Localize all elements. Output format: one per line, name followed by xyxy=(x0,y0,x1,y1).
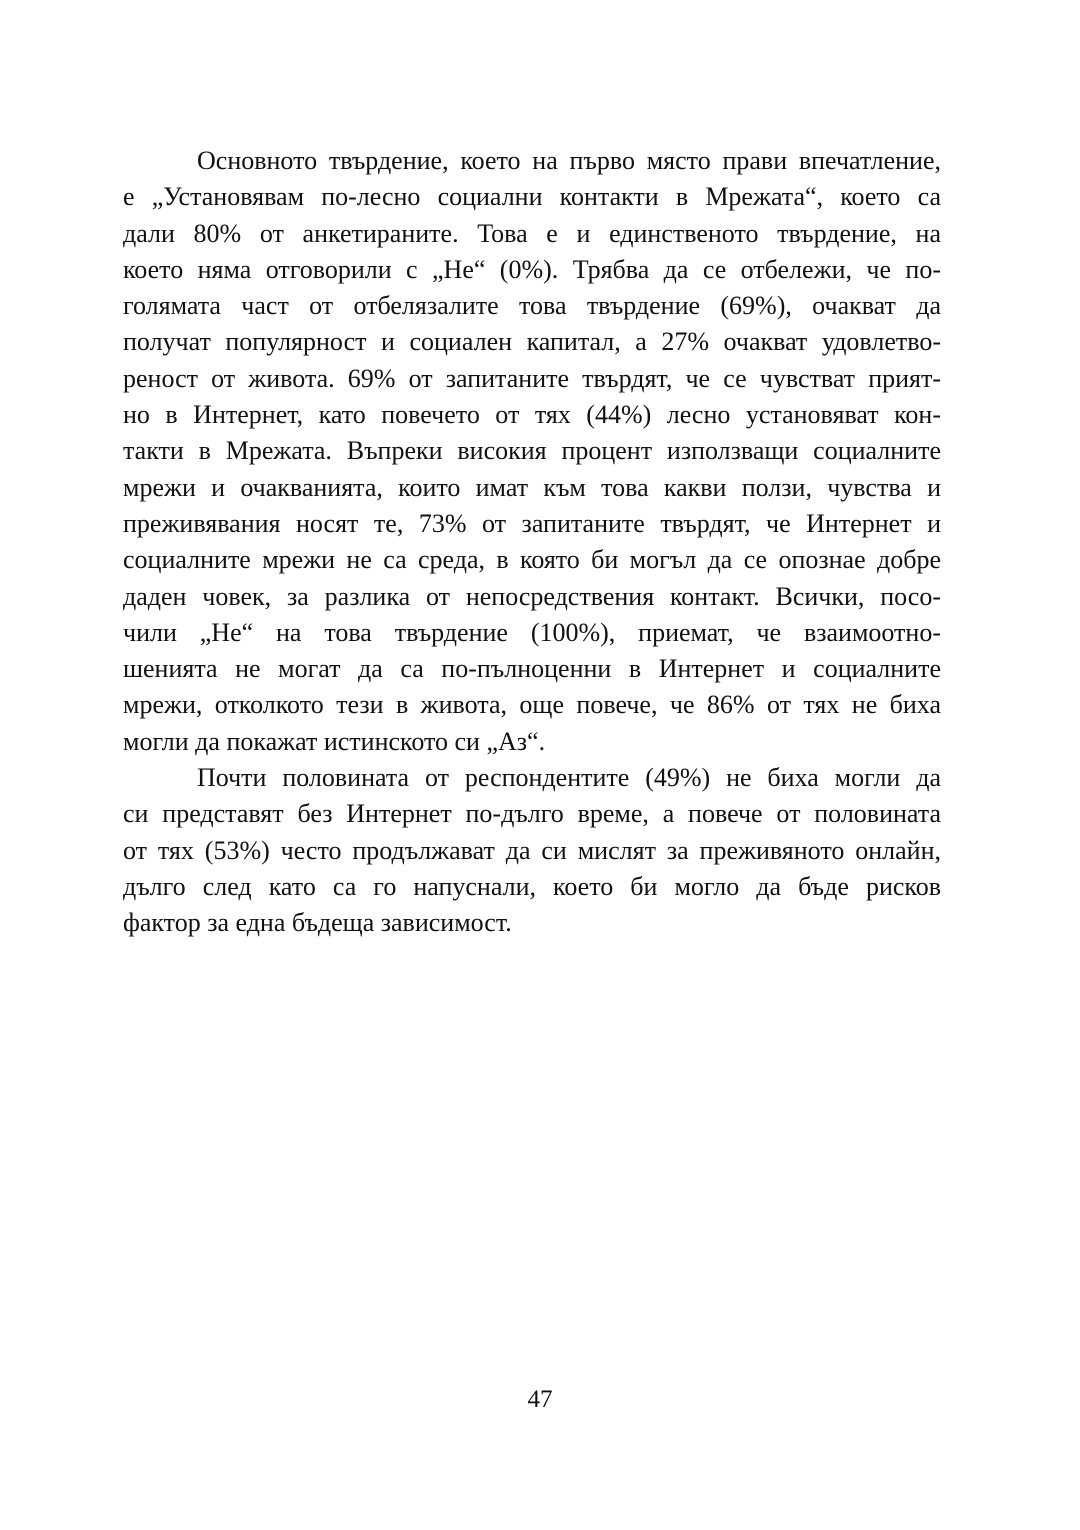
text-line: шенията не могат да са по-пълноценни в Интернет и социалните xyxy=(123,654,941,684)
text-line: преживявания носят те, 73% от запитаните твърдят, че Интернет и xyxy=(123,508,941,538)
body-text xyxy=(123,143,941,942)
paragraph-1 xyxy=(123,143,941,760)
text-line: дали 80% от анкетираните. Това е и единственото твърдение, на xyxy=(123,218,941,248)
text-line: което няма отговорили с „Не“ (0%). Трябва да се отбележи, че по- xyxy=(123,254,941,284)
text-line: голямата част от отбелязалите това твърдение (69%), очакват да xyxy=(123,291,941,321)
text-line: Почти половината от респондентите (49%) не биха могли да xyxy=(197,763,941,793)
text-line: си представят без Интернет по-дълго време, а повече от половината xyxy=(123,799,941,829)
text-line: Основното твърдение, което на първо място прави впечатление, xyxy=(197,146,941,175)
page-number: 47 xyxy=(527,1386,553,1413)
paragraph-2 xyxy=(123,760,941,941)
text-line: такти в Мрежата. Въпреки високия процент използващи социалните xyxy=(123,436,941,466)
text-line: получат популярност и социален капитал, а 27% очакват удовлетво- xyxy=(123,327,941,357)
text-line: е „Установявам по-лесно социални контакти в Мрежата“, което са xyxy=(123,182,941,212)
text-line: реност от живота. 69% от запитаните твърдят, че се чувстват прият- xyxy=(123,363,941,393)
text-line: от тях (53%) често продължават да си мислят за преживяното онлайн, xyxy=(123,835,941,865)
text-line: фактор за една бъдеща зависимост. xyxy=(123,908,512,938)
text-line: чили „Не“ на това твърдение (100%), приемат, че взаимоотно- xyxy=(123,617,941,647)
text-line: дълго след като са го напуснали, което би могло да бъде рисков xyxy=(123,871,941,901)
text-line: мрежи и очакванията, които имат към това какви ползи, чувства и xyxy=(123,472,941,502)
text-line: могли да покажат истинското си „Аз“. xyxy=(123,726,546,756)
text-line: но в Интернет, като повечето от тях (44%) лесно установяват кон- xyxy=(123,400,941,430)
text-line: социалните мрежи не са среда, в която би могъл да се опознае добре xyxy=(123,545,941,575)
text-line: мрежи, отколкото тези в живота, още повече, че 86% от тях не биха xyxy=(123,690,941,720)
text-line: даден човек, за разлика от непосредствения контакт. Всички, посо- xyxy=(123,581,941,611)
